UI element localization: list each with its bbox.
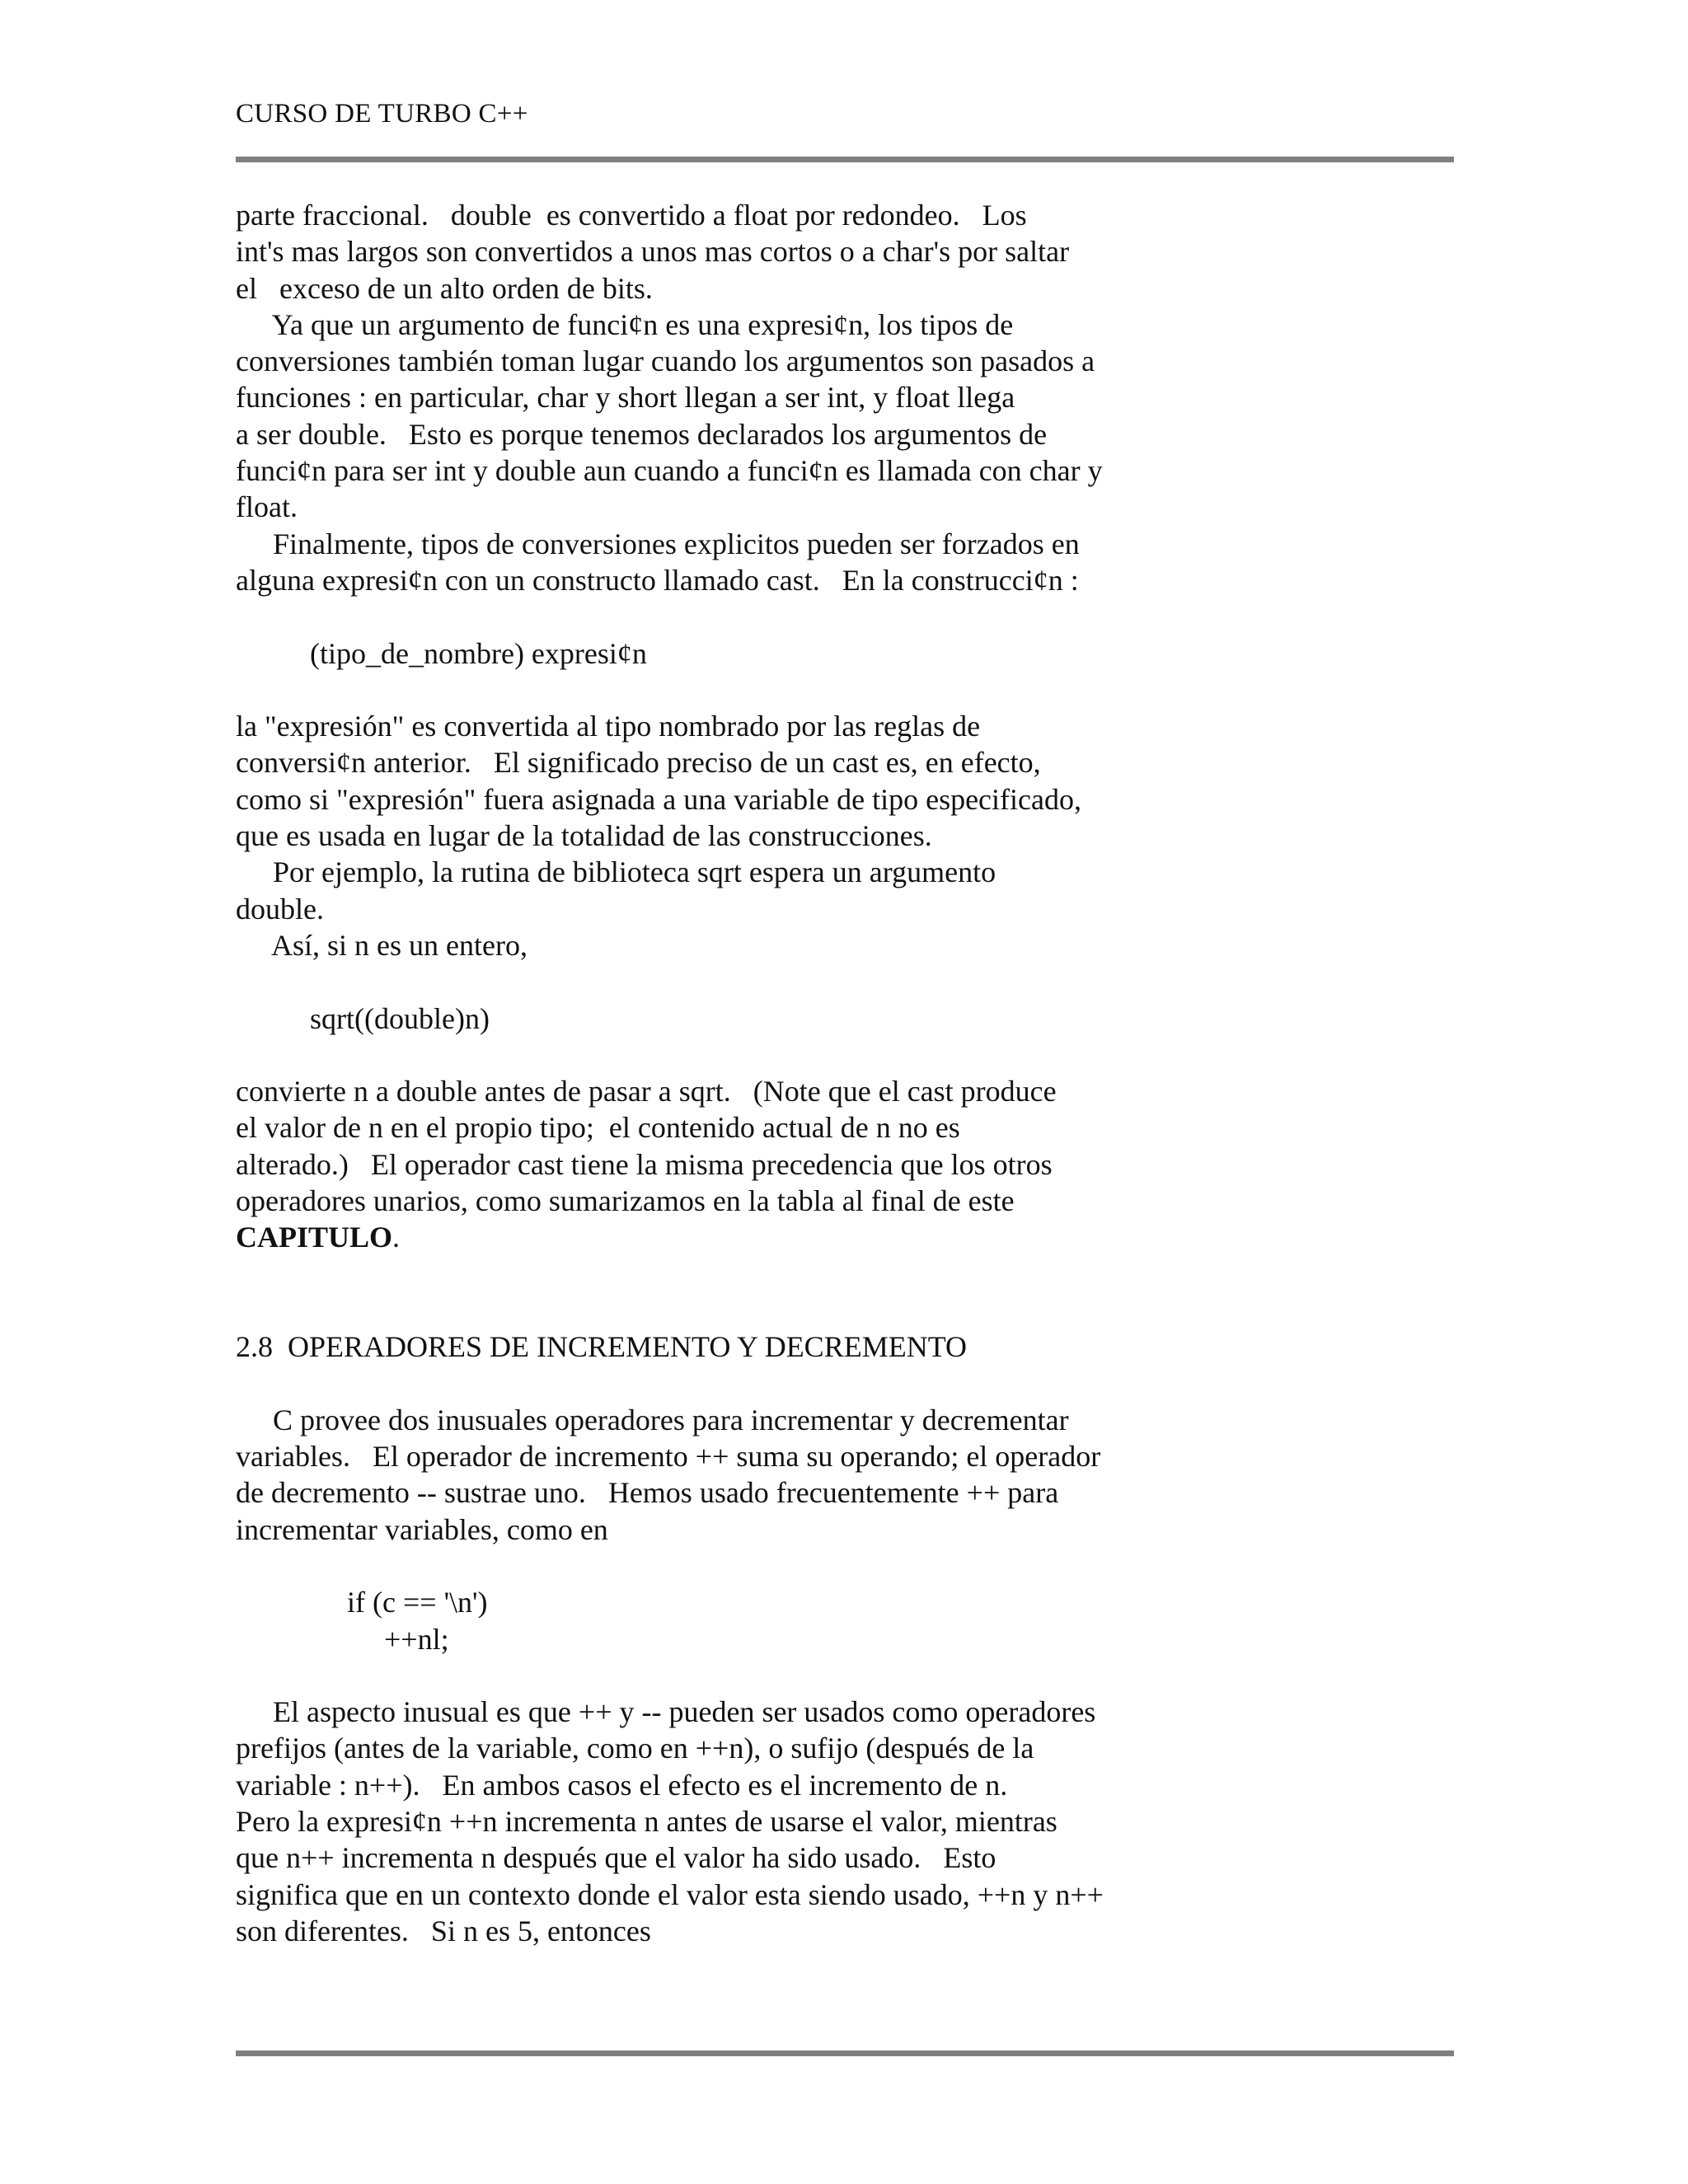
- text-line: parte fraccional. double es convertido a float por redondeo. Los: [236, 199, 1027, 232]
- text-line: son diferentes. Si n es 5, entonces: [236, 1914, 651, 1947]
- text-line: como si "expresión" fuera asignada a una variable de tipo especificado,: [236, 782, 1081, 816]
- bold-word: CAPITULO: [236, 1221, 393, 1254]
- page-header-title: CURSO DE TURBO C++: [236, 99, 528, 129]
- text-line: prefijos (antes de la variable, como en ++n), o sufijo (después de la: [236, 1732, 1034, 1765]
- text-line: variable : n++). En ambos casos el efecto es el incremento de n.: [236, 1768, 1008, 1802]
- period: .: [392, 1221, 401, 1254]
- blank-line: [236, 1548, 1307, 1584]
- text-line: Pero la expresi¢n ++n incrementa n antes de usarse el valor, mientras: [236, 1805, 1057, 1839]
- text-line: Por ejemplo, la rutina de biblioteca sqrt espera un argumento: [236, 855, 996, 889]
- text-line: significa que en un contexto donde el valor esta siendo usado, ++n y n++: [236, 1877, 1104, 1911]
- text-line: el exceso de un alto orden de bits.: [236, 271, 653, 305]
- footer-divider: [236, 2050, 1454, 2056]
- section-heading: 2.8 OPERADORES DE INCREMENTO Y DECREMENTO: [236, 1330, 968, 1364]
- text-line: a ser double. Esto es porque tenemos declarados los argumentos de: [236, 417, 1048, 451]
- text-line: que n++ incrementa n después que el valor ha sido usado. Esto: [236, 1841, 996, 1875]
- text-line: alterado.) El operador cast tiene la misma precedencia que los otros: [236, 1147, 1053, 1181]
- text-line: que es usada en lugar de la totalidad de las construcciones.: [236, 819, 932, 853]
- text-line: Finalmente, tipos de conversiones explicitos pueden ser forzados en: [236, 527, 1080, 560]
- blank-line: [236, 672, 1307, 708]
- blank-line: [236, 598, 1307, 635]
- code-line: sqrt((double)n): [236, 1001, 490, 1035]
- text-line: operadores unarios, como sumarizamos en la tabla al final de este: [236, 1184, 1015, 1218]
- blank-line: [236, 963, 1307, 1000]
- code-line: ++nl;: [236, 1622, 449, 1656]
- blank-line: [236, 1366, 1307, 1402]
- text-line: conversiones también toman lugar cuando los argumentos son pasados a: [236, 344, 1095, 378]
- text-line: funci¢n para ser int y double aun cuando a funci¢n es llamada con char y: [236, 454, 1103, 488]
- text-line: [236, 1219, 1307, 1255]
- blank-line: [236, 1256, 1307, 1329]
- code-line: if (c == '\n'): [236, 1586, 488, 1619]
- text-line: double.: [236, 892, 324, 926]
- text-line: variables. El operador de incremento ++ suma su operando; el operador: [236, 1440, 1101, 1474]
- blank-line: [236, 1037, 1307, 1073]
- text-line: conversi¢n anterior. El significado preciso de un cast es, en efecto,: [236, 746, 1041, 780]
- header-divider: [236, 157, 1454, 162]
- text-line: funciones : en particular, char y short llegan a ser int, y float llega: [236, 381, 1015, 415]
- text-line: float.: [236, 490, 298, 524]
- text-line: el valor de n en el propio tipo; el contenido actual de n no es: [236, 1111, 960, 1145]
- text-line: incrementar variables, como en: [236, 1512, 608, 1546]
- text-line: la "expresión" es convertida al tipo nombrado por las reglas de: [236, 710, 981, 743]
- text-line: C provee dos inusuales operadores para incrementar y decrementar: [236, 1403, 1069, 1436]
- text-line: int's mas largos son convertidos a unos mas cortos o a char's por saltar: [236, 235, 1070, 269]
- blank-line: [236, 1657, 1307, 1694]
- text-line: alguna expresi¢n con un constructo llamado cast. En la construcci¢n :: [236, 563, 1079, 597]
- document-body: [236, 197, 1307, 1949]
- text-line: Ya que un argumento de funci¢n es una expresi¢n, los tipos de: [236, 307, 1014, 341]
- text-line: El aspecto inusual es que ++ y -- pueden ser usados como operadores: [236, 1695, 1096, 1729]
- text-line: convierte n a double antes de pasar a sqrt. (Note que el cast produce: [236, 1075, 1057, 1108]
- code-line: (tipo_de_nombre) expresi¢n: [236, 636, 647, 670]
- text-line: de decremento -- sustrae uno. Hemos usado frecuentemente ++ para: [236, 1476, 1059, 1510]
- text-line: Así, si n es un entero,: [236, 928, 528, 962]
